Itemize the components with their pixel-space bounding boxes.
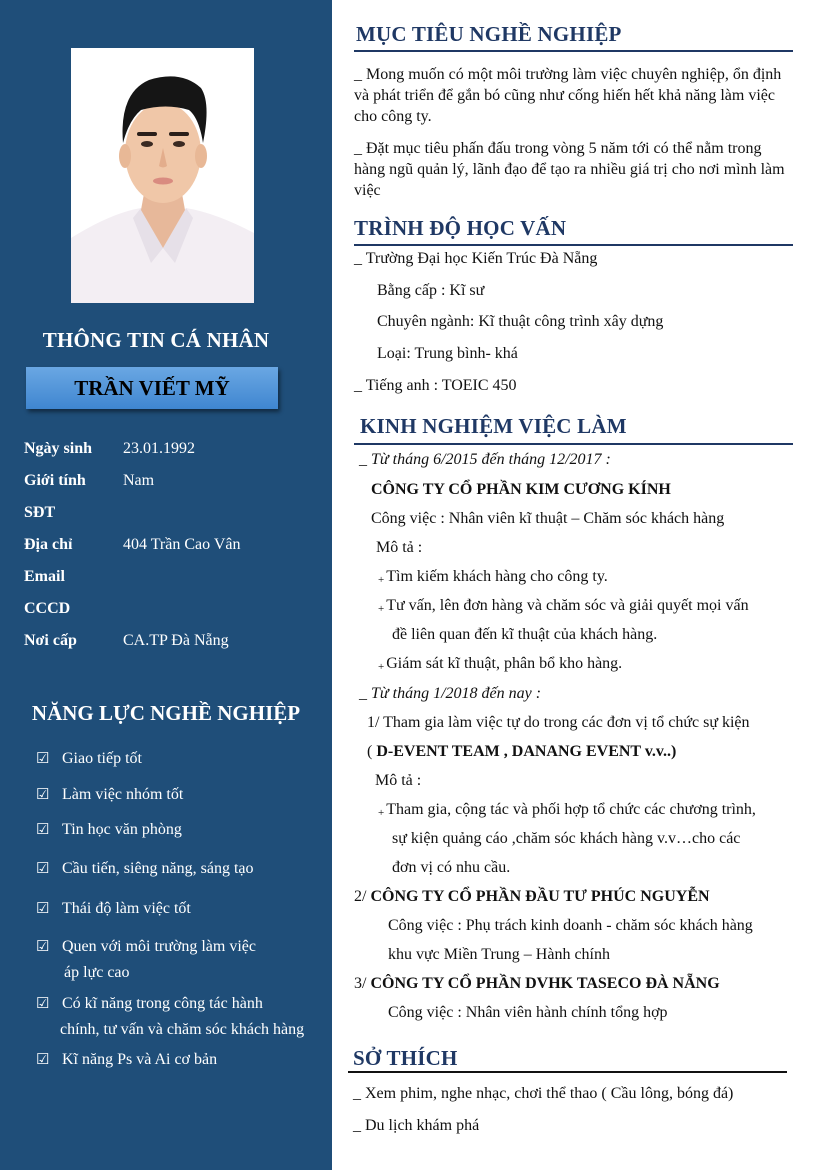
hobby-item: _ Du lịch khám phá [353,1117,480,1134]
info-row-issued-at [24,632,324,664]
checkbox-checked-icon: ☑ [36,787,50,803]
info-value: CA.TP Đà Nẵng [123,632,229,649]
experience-period-2: _ Từ tháng 1/2018 đến nay : [359,685,542,702]
info-row-birthdate [24,440,324,472]
education-english: _ Tiếng anh : TOEIC 450 [354,377,517,394]
skill-item [36,856,326,882]
hobby-item: _ Xem phim, nghe nhạc, chơi thể thao ( Cầu lông, bóng đá) [353,1085,734,1102]
objective-item: _ Đặt mục tiêu phấn đấu trong vòng 5 năm tới có thể nằm trong hàng ngũ quản lý, lãnh đạo để tạo ra nhiều giá trị cho nơi mình làm việc [354,140,785,199]
checkbox-checked-icon: ☑ [36,751,50,767]
education-rank: Loại: Trung bình- khá [377,345,518,362]
info-row-email [24,568,324,600]
plus-bullet-icon: + [378,603,385,615]
education-heading: TRÌNH ĐỘ HỌC VẤN [354,216,567,240]
freelance-organizations: ( D-EVENT TEAM , DANANG EVENT v.v..) [367,743,677,760]
skills-list [36,746,326,1073]
task-item: + Tìm kiếm khách hàng cho công ty. [378,568,608,586]
info-label: Nơi cấp [24,632,77,649]
full-name: TRẦN VIẾT MỸ [74,375,230,400]
company-item-3: 3/ CÔNG TY CỔ PHẦN DVHK TASECO ĐÀ NẴNG [354,975,720,992]
sidebar [0,0,332,1170]
experience-heading: KINH NGHIỆM VIỆC LÀM [360,414,627,438]
personal-info-heading: THÔNG TIN CÁ NHÂN [42,328,270,352]
info-row-address [24,536,324,568]
skill-text: Có kĩ năng trong công tác hành chính, tư vấn và chăm sóc khách hàng [60,995,305,1038]
checkbox-checked-icon: ☑ [36,901,50,917]
task-item: + Giám sát kĩ thuật, phân bổ kho hàng. [378,655,623,673]
education-degree: Bằng cấp : Kĩ sư [377,282,485,299]
skill-item [36,896,326,922]
info-value: 404 Trần Cao Vân [123,536,241,553]
skill-text: Kĩ năng Ps và Ai cơ bản [62,1051,218,1068]
checkbox-checked-icon: ☑ [36,822,50,838]
plus-bullet-icon: + [378,807,385,819]
profile-photo [71,48,254,303]
checkbox-checked-icon: ☑ [36,1052,50,1068]
skill-item [36,746,326,772]
skill-item [36,934,326,986]
info-row-id-card [24,600,324,632]
portrait-image [71,48,254,303]
education-school: _ Trường Đại học Kiến Trúc Đà Nẵng [354,250,598,267]
task-item-continued: sự kiện quảng cáo ,chăm sóc khách hàng v.v…cho các [392,830,741,847]
skill-text: Cầu tiến, siêng năng, sáng tạo [62,860,254,877]
skill-item [36,817,326,843]
objective-divider [354,50,793,52]
skill-item [36,991,326,1043]
skill-item [36,782,326,808]
task-item-continued: đề liên quan đến kĩ thuật của khách hàng. [392,626,658,643]
info-label: CCCD [24,600,71,617]
skill-text: Thái độ làm việc tốt [62,900,191,917]
education-major: Chuyên ngành: Kĩ thuật công trình xây dựng [377,313,664,330]
info-value: Nam [123,472,155,489]
task-item: + Tham gia, cộng tác và phối hợp tổ chức các chương trình, [378,801,756,819]
description-label: Mô tả : [376,539,423,556]
full-name-banner [26,367,278,409]
checkbox-checked-icon: ☑ [36,996,50,1012]
skill-text: Giao tiếp tốt [62,750,142,767]
task-item-continued: đơn vị có nhu cầu. [392,859,511,876]
skill-text: Quen với môi trường làm việc áp lực cao [62,938,256,981]
skill-item [36,1047,326,1073]
personal-info-list [24,440,324,664]
description-label: Mô tả : [375,772,422,789]
freelance-item: 1/ Tham gia làm việc tự do trong các đơn vị tổ chức sự kiện [367,714,750,731]
info-row-phone [24,504,324,536]
plus-bullet-icon: + [378,574,385,586]
info-value: 23.01.1992 [123,440,195,457]
job-title-1: Công việc : Nhân viên kĩ thuật – Chăm sóc khách hàng [371,510,725,527]
job-title-2: Công việc : Phụ trách kinh doanh - chăm sóc khách hàng [388,917,753,934]
info-label: Email [24,568,65,585]
skill-text: Tin học văn phòng [62,821,182,838]
objective-item: _ Mong muốn có một môi trường làm việc chuyên nghiệp, ổn định và phát triển để gắn bó cũng như cống hiến hết khả năng làm việc cho công ty. [354,66,782,125]
checkbox-checked-icon: ☑ [36,939,50,955]
checkbox-checked-icon: ☑ [36,861,50,877]
info-label: Ngày sinh [24,440,93,457]
hobbies-divider [348,1071,787,1073]
info-label: Giới tính [24,472,86,489]
info-label: Địa chỉ [24,536,73,553]
job-title-3: Công việc : Nhân viên hành chính tổng hợp [388,1004,668,1021]
objective-heading: MỤC TIÊU NGHỀ NGHIỆP [356,22,622,46]
info-label: SĐT [24,504,56,521]
company-item-2: 2/ CÔNG TY CỔ PHẦN ĐẦU TƯ PHÚC NGUYỄN [354,888,710,905]
skill-text: Làm việc nhóm tốt [62,786,184,803]
company-name-1: CÔNG TY CỔ PHẦN KIM CƯƠNG KÍNH [371,481,671,498]
experience-divider [354,443,793,445]
job-title-2-continued: khu vực Miền Trung – Hành chính [388,946,610,963]
education-divider [354,244,793,246]
hobbies-heading: SỞ THÍCH [353,1046,458,1070]
info-row-gender [24,472,324,504]
task-item: + Tư vấn, lên đơn hàng và chăm sóc và giải quyết mọi vấn [378,597,749,615]
plus-bullet-icon: + [378,661,385,673]
experience-period-1: _ Từ tháng 6/2015 đến tháng 12/2017 : [359,451,611,468]
skills-heading: NĂNG LỰC NGHỀ NGHIỆP [31,701,301,725]
